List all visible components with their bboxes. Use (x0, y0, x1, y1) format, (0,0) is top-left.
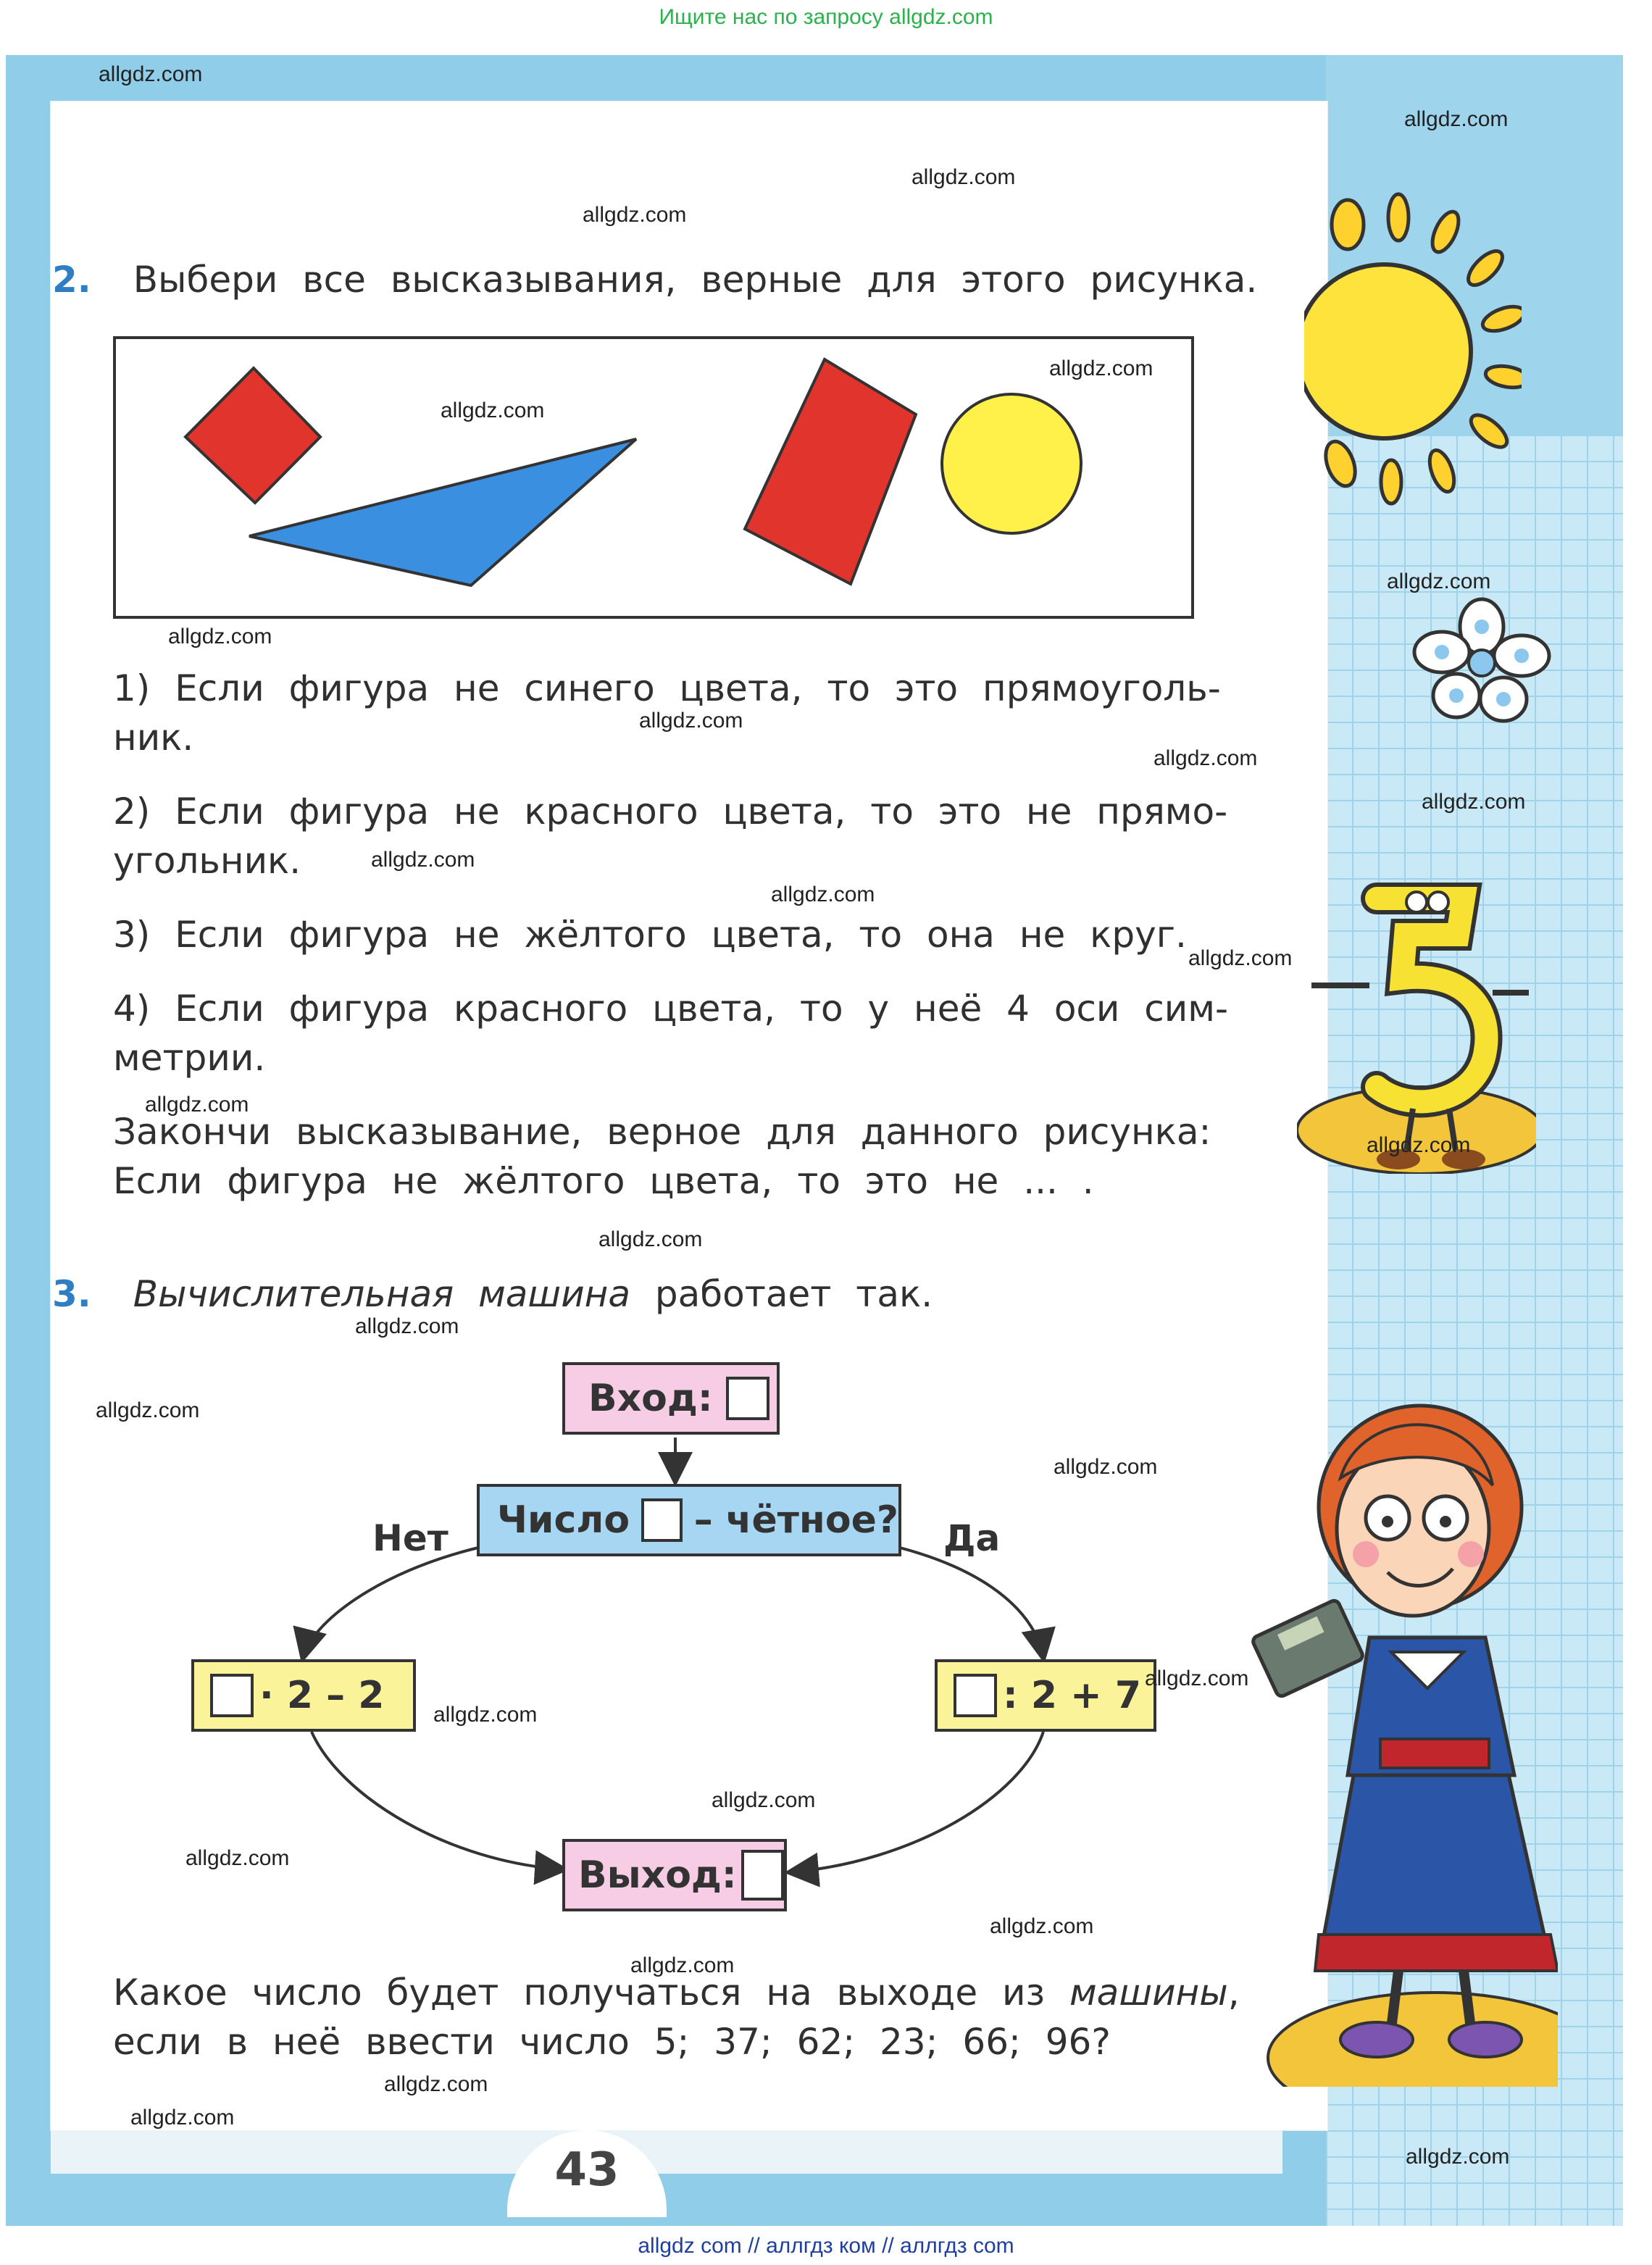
red-rectangle (745, 359, 916, 584)
sun-illustration (1304, 174, 1522, 536)
task2-title: Выбери все высказывания, верные для этого рисунка. (133, 259, 1258, 301)
statement-2 (113, 787, 1227, 885)
output-label: Выход: (578, 1853, 737, 1897)
left-op-text: · 2 – 2 (259, 1674, 385, 1717)
no-label: Нет (372, 1517, 449, 1559)
statement-2-line1: 2) Если фигура не красного цвета, то это не прямо- (113, 791, 1228, 833)
watermark: allgdz.com (1154, 746, 1258, 770)
finish-line1: Закончи высказывание, верное для данного рисунка: (113, 1111, 1211, 1153)
watermark: allgdz.com (1422, 790, 1526, 814)
output-box (562, 1839, 787, 1911)
left-op-square (210, 1674, 254, 1717)
number-five-character (1297, 869, 1536, 1174)
right-op-text: : 2 + 7 (1003, 1674, 1142, 1717)
input-label: Вход: (588, 1377, 713, 1420)
watermark: allgdz.com (1049, 356, 1154, 380)
watermark: allgdz.com (1387, 570, 1491, 593)
question-line1-italic: машины (1069, 1972, 1228, 2014)
right-op-square (954, 1674, 997, 1717)
watermark: allgdz.com (1404, 107, 1509, 131)
watermark: allgdz.com (130, 2106, 235, 2130)
watermark: allgdz.com (911, 165, 1016, 189)
bottom-banner[interactable]: allgdz com // аллгдз ком // аллгдз com (638, 2234, 1014, 2258)
task3-heading (52, 1269, 933, 1319)
question-line1-end: , (1227, 1972, 1240, 2014)
blue-triangle (249, 439, 636, 585)
watermark: allgdz.com (1406, 2145, 1510, 2169)
watermark: allgdz.com (1188, 946, 1293, 970)
condition-box (477, 1484, 901, 1556)
watermark: allgdz.com (441, 399, 545, 422)
shapes-drawing (116, 339, 1191, 616)
watermark: allgdz.com (771, 883, 875, 906)
statement-4-line2: метрии. (113, 1037, 266, 1079)
condition-left: Число (497, 1498, 630, 1542)
watermark: allgdz.com (1054, 1455, 1158, 1479)
yes-label: Да (943, 1517, 1001, 1559)
watermark: allgdz.com (99, 62, 203, 86)
watermark: allgdz.com (433, 1703, 538, 1727)
question-line1-start: Какое число будет получаться на выходе из (113, 1972, 1069, 2014)
watermark: allgdz.com (583, 203, 687, 227)
red-rhombus (185, 368, 320, 503)
page-number: 43 (507, 2130, 667, 2217)
right-operation-box (935, 1659, 1156, 1732)
watermark: allgdz.com (168, 625, 272, 648)
statement-2-line2: угольник. (113, 840, 301, 882)
watermark: allgdz.com (1145, 1667, 1249, 1690)
watermark: allgdz.com (990, 1914, 1094, 1938)
watermark: allgdz.com (185, 1846, 290, 1870)
top-banner[interactable]: Ищите нас по запросу allgdz.com (659, 5, 993, 29)
watermark: allgdz.com (384, 2072, 488, 2096)
task3-title-italic: Вычислительная машина (133, 1273, 631, 1315)
statement-4-line1: 4) Если фигура красного цвета, то у неё 4 оси сим- (113, 988, 1229, 1030)
shapes-figure (113, 336, 1194, 619)
output-square (741, 1850, 784, 1901)
yellow-circle (942, 394, 1081, 533)
question-line2: если в неё ввести число 5; 37; 62; 23; 66; 96? (113, 2021, 1111, 2063)
statement-4 (113, 984, 1228, 1083)
input-square (726, 1377, 769, 1420)
task2-heading (52, 255, 1257, 304)
statement-3-line1: 3) Если фигура не жёлтого цвета, то она не круг. (113, 914, 1187, 956)
condition-right: – чётное? (693, 1498, 898, 1542)
statement-1-line2: ник. (113, 717, 194, 759)
task3-title-rest: работает так. (630, 1273, 933, 1315)
watermark: allgdz.com (355, 1314, 459, 1338)
task2-number: 2. (52, 259, 91, 301)
page-bottom-strip (51, 2130, 1282, 2174)
task3-number: 3. (52, 1273, 91, 1315)
watermark: allgdz.com (598, 1227, 703, 1251)
left-operation-box (191, 1659, 416, 1732)
condition-square (641, 1498, 683, 1542)
finish-statement (113, 1107, 1211, 1206)
watermark: allgdz.com (1367, 1133, 1471, 1157)
watermark: allgdz.com (96, 1398, 200, 1422)
watermark: allgdz.com (630, 1953, 735, 1977)
watermark: allgdz.com (712, 1788, 816, 1812)
finish-line2: Если фигура не жёлтого цвета, то это не ... . (113, 1160, 1094, 1202)
watermark: allgdz.com (639, 709, 743, 733)
input-box (562, 1362, 780, 1435)
watermark: allgdz.com (371, 848, 475, 872)
watermark: allgdz.com (145, 1093, 249, 1117)
flower-illustration (1409, 594, 1554, 725)
statement-3 (113, 910, 1187, 959)
task3-question (113, 1968, 1240, 2066)
statement-1-line1: 1) Если фигура не синего цвета, то это прямоуголь- (113, 667, 1221, 709)
